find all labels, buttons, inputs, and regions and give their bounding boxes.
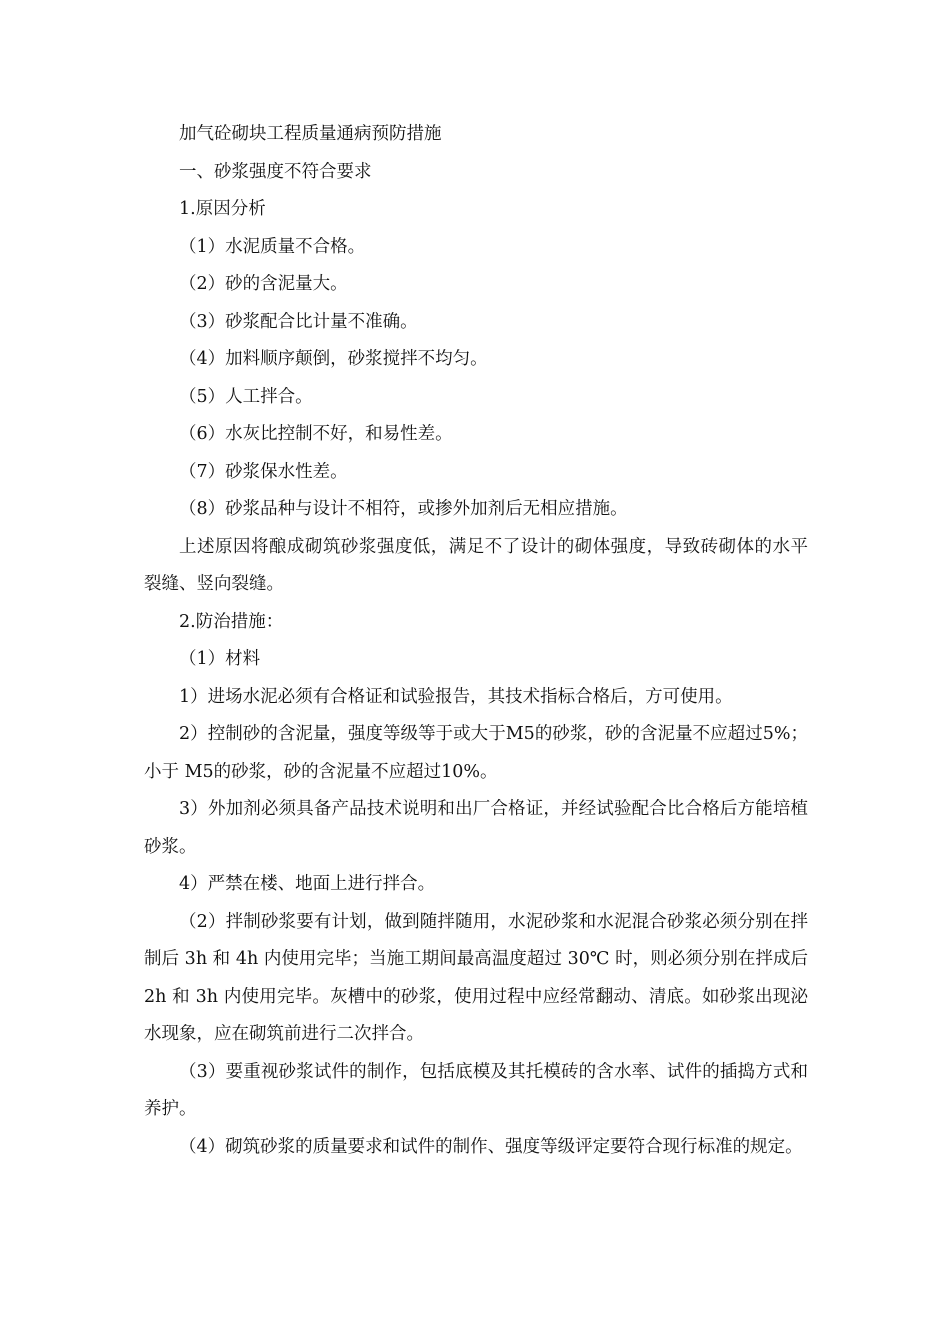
material-item: 2）控制砂的含泥量，强度等级等于或大于M5的砂浆，砂的含泥量不应超过5%；小于 M5的砂浆，砂的含泥量不应超过10%。 [144, 724, 808, 782]
cause-item: （6）水灰比控制不好，和易性差。 [179, 424, 453, 444]
cause-item: （3）砂浆配合比计量不准确。 [179, 311, 418, 332]
measure-paragraph: （4）砌筑砂浆的质量要求和试件的制作、强度等级评定要符合现行标准的规定。 [179, 1136, 803, 1157]
document-title: 加气砼砌块工程质量通病预防措施 [179, 124, 442, 144]
materials-heading: （1）材料 [179, 649, 261, 669]
material-item: 4）严禁在楼、地面上进行拌合。 [179, 874, 436, 894]
document-body [144, 116, 808, 1166]
measure-paragraph: （2）拌制砂浆要有计划，做到随拌随用，水泥砂浆和水泥混合砂浆必须分别在拌制后 3h 和 4h 内使用完毕；当施工期间最高温度超过 30℃ 时，则必须分别在拌成后 2h 和 3h 内使用完毕。灰槽中的砂浆，使用过程中应经常翻动、清底。如砂浆出现泌水现象，应在砌筑前进行二次拌合。 [144, 911, 808, 1044]
cause-item: （2）砂的含泥量大。 [179, 274, 348, 294]
subsection-heading-measures: 2.防治措施： [179, 611, 284, 632]
section-heading: 一、砂浆强度不符合要求 [179, 161, 372, 182]
material-item: 3）外加剂必须具备产品技术说明和出厂合格证，并经试验配合比合格后方能培植砂浆。 [144, 799, 808, 857]
cause-item: （8）砂浆品种与设计不相符，或掺外加剂后无相应措施。 [179, 499, 628, 519]
measure-paragraph: （3）要重视砂浆试件的制作，包括底模及其托模砖的含水率、试件的插捣方式和养护。 [144, 1061, 808, 1119]
summary-paragraph: 上述原因将酿成砌筑砂浆强度低，满足不了设计的砌体强度，导致砖砌体的水平裂缝、竖向裂缝。 [144, 536, 808, 594]
cause-item: （5）人工拌合。 [179, 386, 313, 407]
material-item: 1）进场水泥必须有合格证和试验报告，其技术指标合格后，方可使用。 [179, 686, 733, 707]
cause-item: （7）砂浆保水性差。 [179, 461, 348, 482]
cause-item: （1）水泥质量不合格。 [179, 236, 366, 257]
subsection-heading-cause-analysis: 1.原因分析 [179, 199, 266, 219]
cause-item: （4）加料顺序颠倒，砂浆搅拌不均匀。 [179, 349, 488, 369]
